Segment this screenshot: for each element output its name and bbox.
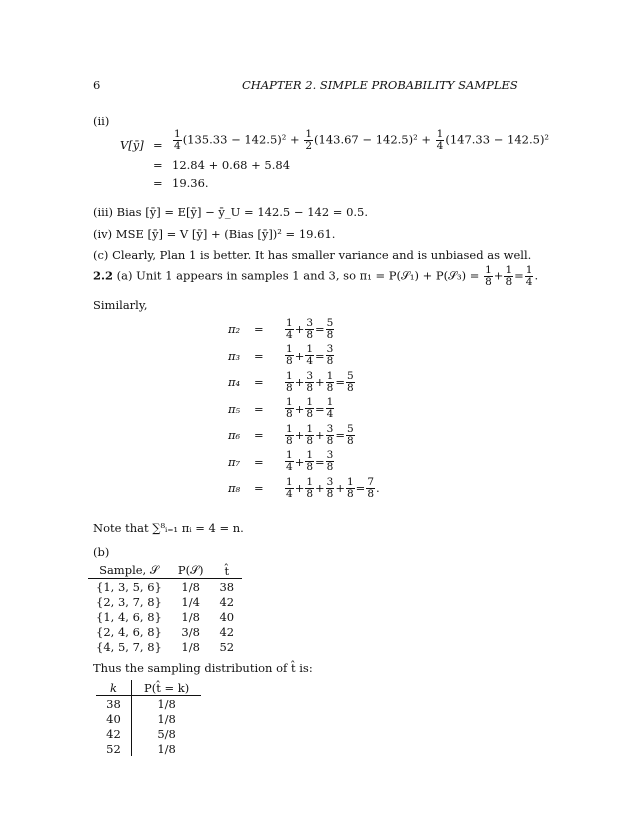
fraction: $\frac{3}{8}$ xyxy=(326,343,334,368)
table-cell: 1/8 xyxy=(181,609,200,624)
table-header: Sample, 𝒮 xyxy=(88,563,170,579)
fraction: $\frac{1}{4}$ xyxy=(286,316,293,341)
pi-expression xyxy=(284,343,380,370)
pi-label: π₅ xyxy=(228,401,241,416)
fraction: $\frac{1}{4}$ xyxy=(286,449,293,474)
pi-label: π₂ xyxy=(228,322,241,337)
part-c: (c) Clearly, Plan 1 is better. It has smaller variance and is unbiased as well. xyxy=(93,248,532,262)
table-cell: 42 xyxy=(96,726,131,741)
fraction: $\frac{1}{8}$ xyxy=(306,422,314,447)
inclusion-probabilities xyxy=(228,316,380,502)
equals-sign-1: = xyxy=(153,138,163,152)
table-header: t̂ xyxy=(211,563,242,579)
table-row xyxy=(88,579,242,595)
term: (143.67 − 142.5)² + xyxy=(314,132,431,147)
part-b-label: (b) xyxy=(93,545,110,559)
period: . xyxy=(376,481,380,496)
pi-label: π₄ xyxy=(228,375,241,390)
fraction: $\frac{1}{8}$ xyxy=(286,396,293,421)
table-cell: 52 xyxy=(96,741,131,756)
samples-table xyxy=(88,563,242,654)
variance-sum: 12.84 + 0.68 + 5.84 xyxy=(172,158,291,172)
equals-sign: = xyxy=(254,375,264,390)
operator: = xyxy=(315,348,325,363)
table-cell: {1, 4, 6, 8} xyxy=(96,609,162,624)
fraction: $\frac{3}{8}$ xyxy=(326,449,334,474)
table-cell: 1/8 xyxy=(181,639,200,654)
fraction: $\frac{1}{8}$ xyxy=(485,264,492,288)
pi-label: π₈ xyxy=(228,481,241,496)
part-iv: (iv) MSE [ȳ] = V [ȳ] + (Bias [ȳ])² = 19.61. xyxy=(93,227,336,241)
pi-expression xyxy=(284,449,380,476)
operator: + xyxy=(315,428,325,443)
pi-expression xyxy=(284,369,380,396)
equals-sign: = xyxy=(254,322,264,337)
table-row xyxy=(96,696,201,712)
table-cell: 5/8 xyxy=(157,726,176,741)
sampling-distribution-table xyxy=(96,680,201,756)
table-cell: 42 xyxy=(219,624,235,639)
table-cell: 40 xyxy=(96,711,131,726)
table-header: P(𝒮) xyxy=(170,563,212,579)
operator: + xyxy=(294,401,305,416)
equals-sign: = xyxy=(254,454,264,469)
fraction: $\frac{7}{8}$ xyxy=(367,475,374,500)
fraction: $\frac{1}{8}$ xyxy=(286,369,293,394)
similarly-text: Similarly, xyxy=(93,298,148,312)
table-cell: 42 xyxy=(219,594,235,609)
table-cell: 1/4 xyxy=(181,594,200,609)
fraction: $\frac{1}{8}$ xyxy=(346,475,354,500)
pi-expression xyxy=(284,396,380,423)
sum-note: Note that ∑⁸ᵢ₌₁ πᵢ = 4 = n. xyxy=(93,521,244,535)
running-header: CHAPTER 2. SIMPLE PROBABILITY SAMPLES xyxy=(242,78,518,92)
pi-expression xyxy=(284,422,380,449)
table-cell: 40 xyxy=(219,609,235,624)
fraction: $\frac{1}{8}$ xyxy=(286,343,293,368)
fraction: $\frac{1}{8}$ xyxy=(505,264,513,288)
table-cell: 1/8 xyxy=(157,696,176,711)
page-number: 6 xyxy=(93,78,101,92)
table-cell: 1/8 xyxy=(181,579,200,594)
term: (135.33 − 142.5)² + xyxy=(182,132,300,147)
equals-sign: = xyxy=(254,481,264,496)
table-cell: {2, 4, 6, 8} xyxy=(96,624,162,639)
part-iii: (iii) Bias [ȳ] = E[ȳ] − ȳ_U = 142.5 − 142 = 0.5. xyxy=(93,205,369,219)
pi-label: π₇ xyxy=(228,454,241,469)
intro-text: (a) Unit 1 appears in samples 1 and 3, so π₁ = P(𝒮₁) + P(𝒮₃) = xyxy=(116,268,480,283)
pi-label: π₃ xyxy=(228,348,241,363)
fraction: $\frac{3}{8}$ xyxy=(326,475,334,500)
fraction: $\frac{5}{8}$ xyxy=(346,422,354,447)
fraction: $\frac{1}{8}$ xyxy=(286,422,293,447)
variance-expansion xyxy=(172,129,549,152)
operator: = xyxy=(355,481,366,496)
fraction: $\frac{3}{8}$ xyxy=(326,422,334,447)
fraction: $\frac{3}{8}$ xyxy=(306,316,314,341)
fraction: $\frac{3}{8}$ xyxy=(306,369,314,394)
table-header: k xyxy=(96,680,131,696)
table-cell: 38 xyxy=(96,696,131,712)
table-cell: {4, 5, 7, 8} xyxy=(96,639,162,654)
fraction: $\frac{1}{4}$ xyxy=(286,475,293,500)
part-ii-label: (ii) xyxy=(93,114,110,128)
fraction: $\frac{1}{8}$ xyxy=(306,396,314,421)
variance-result: 19.36. xyxy=(172,176,209,190)
operator: + xyxy=(315,375,325,390)
variance-lhs: V[ȳ] xyxy=(120,138,144,152)
operator: + xyxy=(315,481,325,496)
fraction: $\frac{1}{4}$ xyxy=(174,128,181,152)
operator: + xyxy=(335,481,345,496)
table-row xyxy=(88,624,242,639)
operator: + xyxy=(294,454,305,469)
distribution-text: Thus the sampling distribution of t̂ is: xyxy=(93,661,313,675)
table-row xyxy=(88,609,242,624)
table-cell: 1/8 xyxy=(157,711,176,726)
equals-sign: = xyxy=(254,428,264,443)
operator: + xyxy=(294,428,305,443)
fraction: $\frac{1}{8}$ xyxy=(306,449,314,474)
term: (147.33 − 142.5)² xyxy=(445,132,550,147)
table-row xyxy=(96,711,201,726)
table-cell: 1/8 xyxy=(157,741,176,756)
fraction: $\frac{1}{4}$ xyxy=(326,396,334,421)
table-cell: {1, 3, 5, 6} xyxy=(96,579,162,594)
operator: + xyxy=(294,322,305,337)
operator: = xyxy=(315,322,325,337)
pi-expression xyxy=(284,475,380,502)
operator: = xyxy=(335,428,345,443)
table-cell: 52 xyxy=(219,639,235,654)
table-cell: 3/8 xyxy=(181,624,200,639)
table-row xyxy=(96,726,201,741)
operator: + xyxy=(294,375,305,390)
equals-sign-2: = xyxy=(153,158,163,172)
equals-sign-3: = xyxy=(153,176,163,190)
fraction: $\frac{1}{4}$ xyxy=(525,264,533,288)
fraction: $\frac{1}{8}$ xyxy=(326,369,334,394)
equals-sign: = xyxy=(254,401,264,416)
table-row xyxy=(88,639,242,654)
pi-expression xyxy=(284,316,380,343)
equals-sign: = xyxy=(254,348,264,363)
table-cell: 38 xyxy=(219,579,235,594)
fraction: $\frac{1}{2}$ xyxy=(305,128,313,152)
operator: + xyxy=(294,348,305,363)
fraction: $\frac{5}{8}$ xyxy=(346,369,354,394)
table-cell: {2, 3, 7, 8} xyxy=(96,594,162,609)
pi-label: π₆ xyxy=(228,428,241,443)
fraction: $\frac{1}{8}$ xyxy=(306,475,314,500)
table-row xyxy=(96,741,201,756)
problem-2-2-intro: 2.2 (a) Unit 1 appears in samples 1 and 3, so π₁ = P(𝒮₁) + P(𝒮₃) = $\frac{1}{8}$ + $\frac{1}{8}$ = $\frac{1}{4}$ . xyxy=(93,264,539,288)
operator: = xyxy=(315,401,325,416)
operator: = xyxy=(335,375,345,390)
problem-number: 2.2 xyxy=(93,268,114,283)
table-header: P(t̂ = k) xyxy=(131,680,201,696)
fraction: $\frac{1}{4}$ xyxy=(306,343,314,368)
fraction: $\frac{5}{8}$ xyxy=(326,316,334,341)
operator: = xyxy=(315,454,325,469)
table-row xyxy=(88,594,242,609)
operator: + xyxy=(294,481,305,496)
fraction: $\frac{1}{4}$ xyxy=(436,128,444,152)
